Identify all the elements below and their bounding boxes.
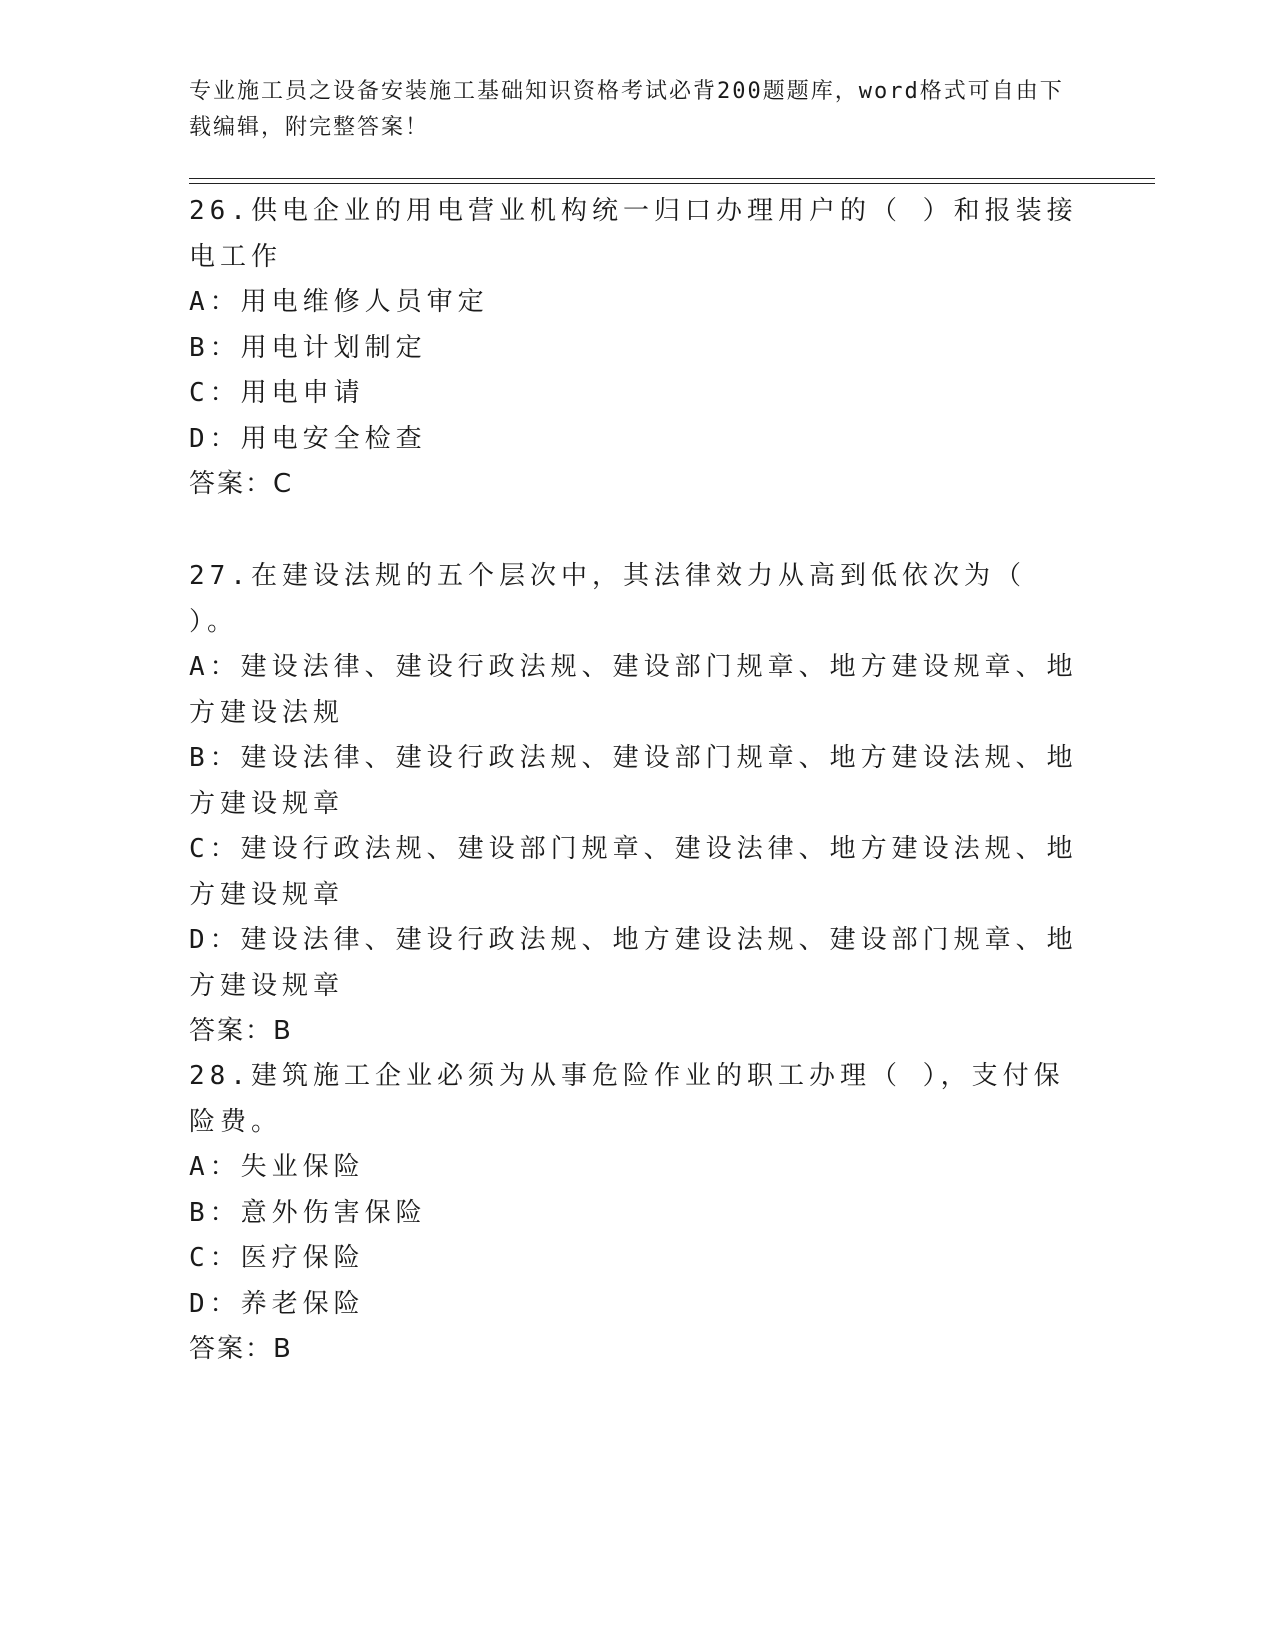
option-b: B：用电计划制定 [189,332,427,363]
option-a: A：用电维修人员审定 [189,287,489,317]
document-header: 专业施工员之设备安装施工基础知识资格考试必背200题题库，word格式可自由下载编辑，附完整答案！ [189,79,1064,140]
option-c: C：用电申请 [189,378,365,408]
option-c: C：医疗保险 [189,1243,365,1273]
question-26 [189,189,1084,508]
answer-label: 答案：B [189,1016,293,1046]
header-divider-top [189,178,1155,179]
answer-label: 答案：C [189,469,294,499]
option-b: B：建设法律、建设行政法规、建设部门规章、地方建设法规、地方建设规章 [189,743,1078,819]
option-d: D：用电安全检查 [189,423,427,454]
question-stem: 26.供电企业的用电营业机构统一归口办理用户的（ ）和报装接电工作 [189,196,1078,272]
option-d: D：养老保险 [189,1288,365,1319]
question-28 [189,1054,1084,1373]
option-a: A：失业保险 [189,1152,365,1182]
option-d: D：建设法律、建设行政法规、地方建设法规、建设部门规章、地方建设规章 [189,925,1078,1001]
question-stem: 27.在建设法规的五个层次中，其法律效力从高到低依次为（ ）。 [189,561,1026,637]
question-stem: 28.建筑施工企业必须为从事危险作业的职工办理（ ），支付保险费。 [189,1061,1065,1137]
header-divider-bottom [189,183,1155,184]
option-b: B：意外伤害保险 [189,1197,427,1228]
option-a: A：建设法律、建设行政法规、建设部门规章、地方建设规章、地方建设法规 [189,652,1078,728]
question-27 [189,554,1084,1055]
answer-label: 答案：B [189,1334,293,1364]
option-c: C：建设行政法规、建设部门规章、建设法律、地方建设法规、地方建设规章 [189,834,1078,910]
